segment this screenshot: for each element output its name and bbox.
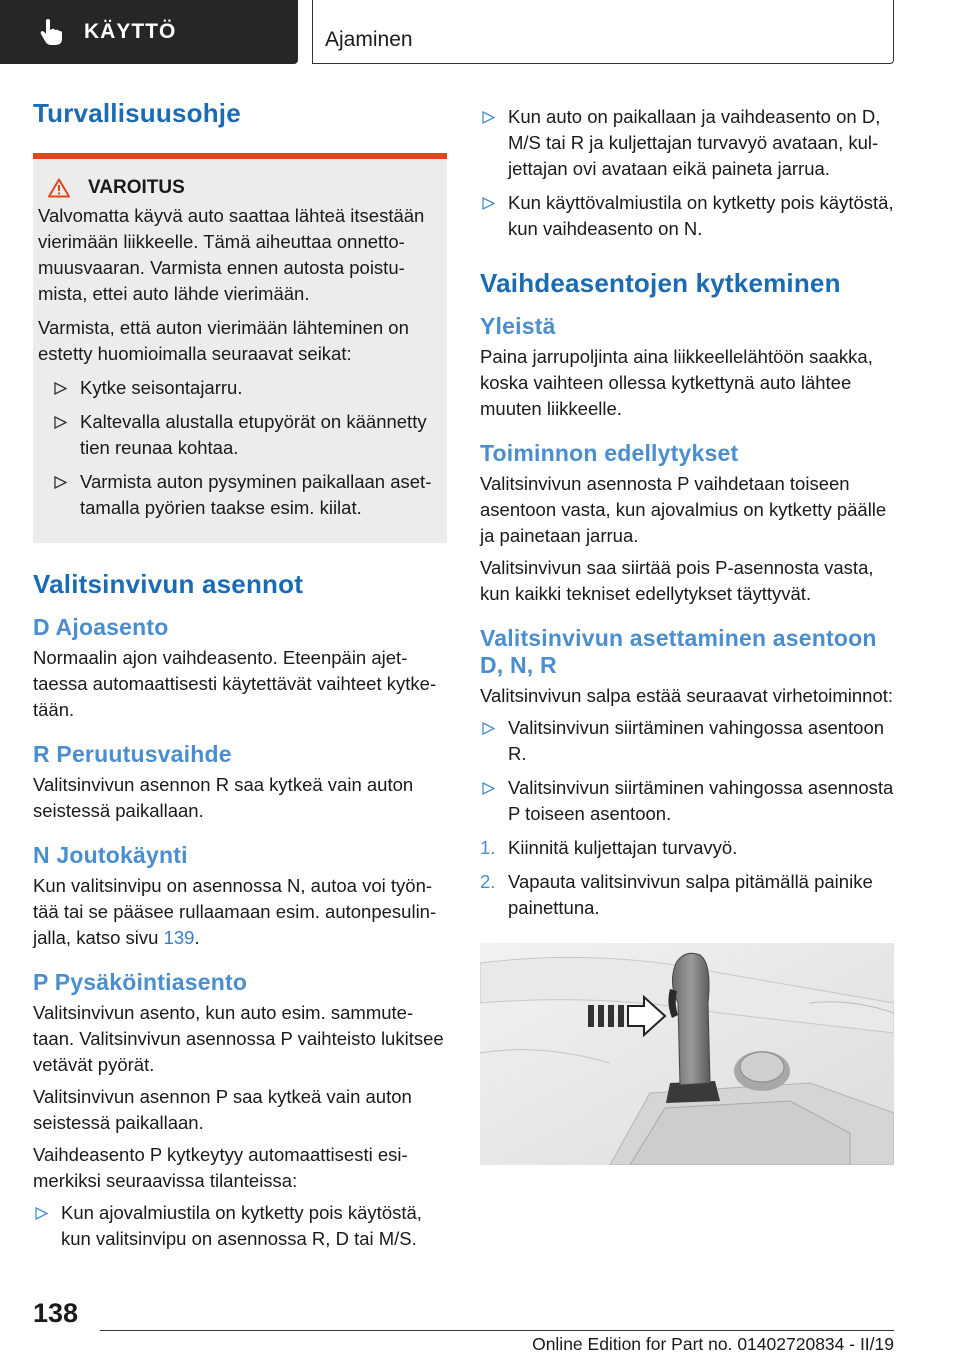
list-item: [480, 715, 894, 767]
n-heading: N Joutokäynti: [33, 842, 188, 868]
list-item-text: Kytke seisontajarru.: [80, 377, 243, 398]
warning-paragraph-1: Valvomatta käyvä auto saattaa lähteä itsestään vierimään liikkeelle. Tämä aiheuttaa onnettomuusvaaran. Varmista ennen autosta poistumista, ettei auto lähde vierimään.: [38, 205, 425, 304]
footer-divider: [100, 1330, 894, 1331]
triangle-bullet-icon: [482, 111, 495, 124]
r-heading: R Peruutusvaihde: [33, 741, 232, 767]
warning-triangle-icon: [48, 178, 70, 198]
warning-paragraph-2: Varmista, että auton vierimään lähteminen on estetty huomioimalla seuraavat seikat:: [38, 317, 409, 364]
r-text: Valitsinvivun asennon R saa kytkeä vain auton seistessä paikallaan.: [33, 774, 414, 821]
n-text-end: .: [194, 927, 200, 948]
list-item-text: Kun auto on paikallaan ja vaihdeasento on D, M/S tai R ja kuljettajan turvavyö avataan, kuljettajan ovi avataan eikä paineta jarrua.: [508, 106, 881, 179]
positions-heading: Valitsinvivun asennot: [33, 569, 304, 599]
triangle-bullet-icon: [482, 722, 495, 735]
list-item-text: Kun ajovalmiustila on kytketty pois käytöstä, kun valitsinvipu on asennossa R, D tai M/S.: [61, 1202, 422, 1249]
p-heading: P Pysäköintiasento: [33, 969, 248, 995]
section-header: [312, 0, 894, 64]
p-list: [33, 1200, 447, 1252]
step-number: 2.: [480, 871, 496, 892]
gear-selector-illustration: [480, 943, 894, 1165]
step-item: [480, 869, 894, 921]
list-item-text: Valitsinvivun siirtäminen vahingossa asentoon R.: [508, 717, 885, 764]
step-number: 1.: [480, 837, 496, 858]
requirements-heading: Toiminnon edellytykset: [480, 440, 739, 466]
list-item-text: Valitsinvivun siirtäminen vahingossa asennosta P toiseen asentoon.: [508, 777, 894, 824]
list-item: [480, 775, 894, 827]
p-text-2: Valitsinvivun asennon P saa kytkeä vain auton seistessä paikallaan.: [33, 1086, 412, 1133]
triangle-bullet-icon: [482, 197, 495, 210]
warning-list: [38, 375, 435, 521]
warning-box: [33, 153, 447, 543]
set-list: [480, 715, 894, 827]
triangle-bullet-icon: [54, 382, 67, 395]
chapter-label: KÄYTTÖ: [84, 20, 177, 43]
list-item: [38, 469, 435, 521]
engage-heading: Vaihdeasentojen kytkeminen: [480, 268, 841, 298]
set-text: Valitsinvivun salpa estää seuraavat virhetoiminnot:: [480, 685, 894, 706]
n-text: [33, 873, 447, 951]
list-item-text: Kaltevalla alustalla etupyörät on käännetty tien reunaa kohtaa.: [80, 411, 427, 458]
general-heading: Yleistä: [480, 313, 556, 339]
requirements-text-2: Valitsinvivun saa siirtää pois P-asennosta vasta, kun kaikki tekniset edellytykset täyttyvät.: [480, 557, 874, 604]
hand-pointer-icon: [36, 17, 66, 47]
step-text: Kiinnitä kuljettajan turvavyö.: [508, 837, 738, 858]
page-number: 138: [33, 1298, 79, 1328]
list-item: [38, 375, 435, 401]
n-text-body: Kun valitsinvipu on asennossa N, autoa voi työntää tai se pääsee rullaamaan esim. autonpesulinjalla, katso sivu: [33, 875, 437, 948]
warning-title-text: VAROITUS: [88, 177, 185, 198]
edition-info: Online Edition for Part no. 01402720834 - II/19: [532, 1334, 894, 1354]
d-heading: D Ajoasento: [33, 614, 169, 640]
auto-park-list: [480, 104, 894, 242]
warning-title: [38, 177, 435, 199]
triangle-bullet-icon: [54, 416, 67, 429]
step-item: [480, 835, 894, 861]
triangle-bullet-icon: [54, 476, 67, 489]
right-column: [480, 104, 894, 1165]
list-item: [33, 1200, 447, 1252]
p-text-3: Vaihdeasento P kytkeytyy automaattisesti esimerkiksi seuraavissa tilanteissa:: [33, 1144, 408, 1191]
list-item: [480, 104, 894, 182]
triangle-bullet-icon: [35, 1207, 48, 1220]
list-item: [38, 409, 435, 461]
left-column: [33, 98, 447, 1260]
safety-heading: Turvallisuusohje: [33, 98, 241, 128]
step-text: Vapauta valitsinvivun salpa pitämällä painike painettuna.: [508, 871, 873, 918]
list-item-text: Varmista auton pysyminen paikallaan asettamalla pyörien taakse esim. kiilat.: [80, 471, 432, 518]
set-heading: Valitsinvivun asettaminen asentoon D, N, R: [480, 625, 877, 678]
triangle-bullet-icon: [482, 782, 495, 795]
page-link[interactable]: 139: [163, 927, 195, 948]
requirements-text-1: Valitsinvivun asennosta P vaihdetaan toiseen asentoon vasta, kun ajovalmius on kytketty päälle ja painetaan jarrua.: [480, 473, 887, 546]
list-item: [480, 190, 894, 242]
d-text: Normaalin ajon vaihdeasento. Eteenpäin ajettaessa automaattisesti käytettävät vaihteet kytketään.: [33, 647, 437, 720]
general-text: Paina jarrupoljinta aina liikkeellelähtöön saakka, koska vaihteen ollessa kytkettynä auto lähtee muuten liikkeelle.: [480, 346, 873, 419]
section-label: Ajaminen: [325, 28, 413, 51]
list-item-text: Kun käyttövalmiustila on kytketty pois käytöstä, kun vaihdeasento on N.: [508, 192, 894, 239]
chapter-tab: [0, 0, 298, 64]
p-text-1: Valitsinvivun asento, kun auto esim. sammutetaan. Valitsinvivun asennossa P vaihteisto lukitsee vetävät pyörät.: [33, 1002, 444, 1075]
steps-list: [480, 835, 894, 921]
